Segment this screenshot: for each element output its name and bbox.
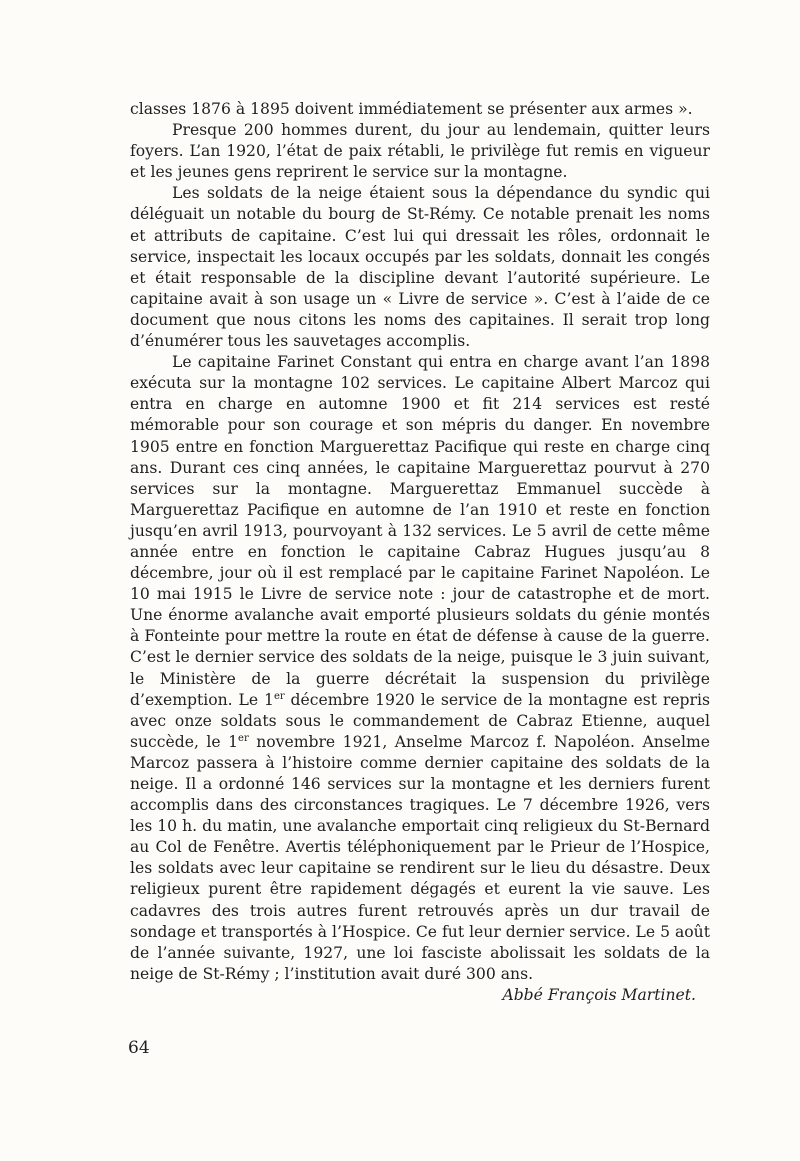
paragraph-4 [130,352,710,985]
paragraph-4-part-3: novembre 1921, Anselme Marcoz f. Napoléon. Anselme Marcoz passera à l’histoire comme dernier capitaine des soldats de la neige. Il a ordonné 146 services sur la montagne et les derniers furent accomplis dans des circonstances tragiques. Le 7 décembre 1926, vers les 10 h. du matin, une avalanche emportait cinq religieux du St-Bernard au Col de Fenêtre. Avertis téléphoniquement par le Prieur de l’Hospice, les soldats avec leur capitaine se rendirent sur le lieu du désastre. Deux religieux purent être rapidement dégagés et eurent la vie sauve. Les cadavres des trois autres furent retrouvés après un dur travail de sondage et transportés à l’Hospice. Ce fut leur dernier service. Le 5 août de l’année suivante, 1927, une loi fasciste abolissait les soldats de la neige de St-Rémy ; l’institution avait duré 300 ans. [130,732,710,983]
paragraph-3: Les soldats de la neige étaient sous la dépendance du syndic qui déléguait un notable du bourg de St-Rémy. Ce notable prenait les noms et attributs de capitaine. C’est lui qui dressait les rôles, ordonnait le service, inspectait les locaux occupés par les soldats, donnait les congés et était responsable de la discipline devant l’autorité supérieure. Le capitaine avait à son usage un « Livre de service ». C’est à l’aide de ce document que nous citons les noms des capitaines. Il serait trop long d’énumérer tous les sauvetages accomplis. [130,184,710,351]
superscript-er-1: er [273,690,285,702]
paragraph-4-part-1: Le capitaine Farinet Constant qui entra en charge avant l’an 1898 exécuta sur la montagne 102 services. Le capitaine Albert Marcoz qui entra en charge en automne 1900 et fit 214 services est resté mémorable pour son courage et son mépris du danger. En novembre 1905 entre en fonction Marguerettaz Pacifique qui reste en charge cinq ans. Durant ces cinq années, le capitaine Marguerettaz pourvut à 270 services sur la montagne. Marguerettaz Emmanuel succède à Marguerettaz Pacifique en automne de l’an 1910 et reste en fonction jusqu’en avril 1913, pourvoyant à 132 services. Le 5 avril de cette même année entre en fonction le capitaine Cabraz Hugues jusqu’au 8 décembre, jour où il est remplacé par le capitaine Farinet Napoléon. Le 10 mai 1915 le Livre de service note : jour de catastrophe et de mort. Une énorme avalanche avait emporté plusieurs soldats du génie montés à Fonteinte pour mettre la route en état de défense à cause de la guerre. C’est le dernier service des soldats de la neige, puisque le 3 juin suivant, le Ministère de la guerre décrétait la suspension du privilège d’exemption. Le 1 [130,353,710,709]
body-text [130,99,710,1006]
superscript-er-2: er [238,732,249,744]
paragraph-4-part-2: décembre 1920 le service de la montagne est repris avec onze soldats sous le commandement de Cabraz Etienne, auquel succède, le 1 [130,690,710,751]
author-signature: Abbé François Martinet. [502,985,696,1004]
paragraph-2: Presque 200 hommes durent, du jour au lendemain, quitter leurs foyers. L’an 1920, l’état de paix rétabli, le privilège fut remis en vigueur et les jeunes gens reprirent le service sur la montagne. [130,121,710,182]
page-number: 64 [128,1038,150,1058]
paragraph-1: classes 1876 à 1895 doivent immédiatement se présenter aux armes ». [130,100,693,118]
